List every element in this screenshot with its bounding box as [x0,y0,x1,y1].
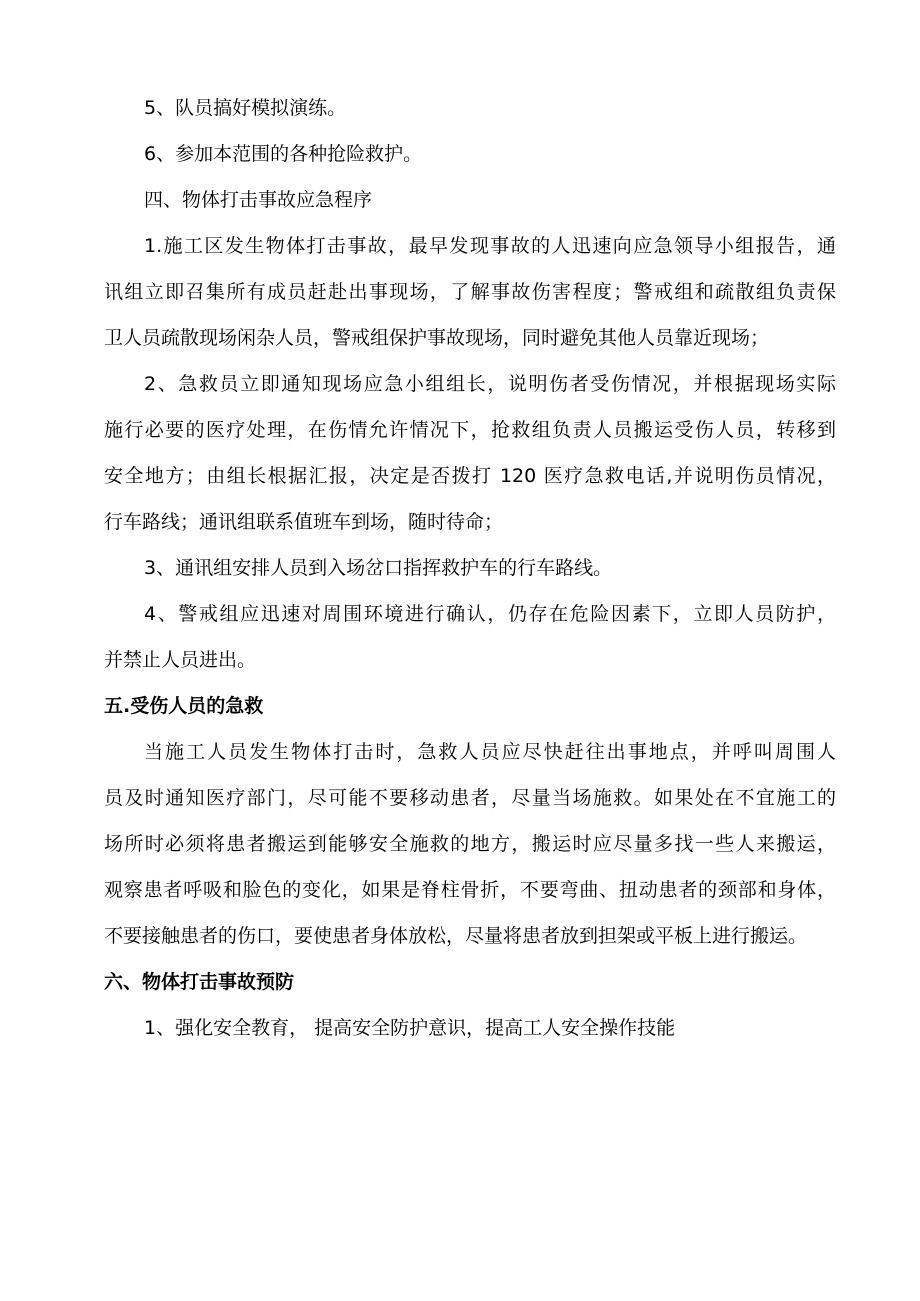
paragraph-line: 当施工人员发生物体打击时，急救人员应尽快赶往出事地点，并呼叫周围人 [144,741,836,763]
paragraph-line: 观察患者呼吸和脸色的变化，如果是脊柱骨折，不要弯曲、扭动患者的颈部和身体， [104,879,836,901]
list-item-5: 5、队员搞好模拟演练。 [144,97,347,119]
paragraph-line: 1.施工区发生物体打击事故，最早发现事故的人迅速向应急领导小组报告，通 [144,235,836,257]
paragraph-line: 安全地方；由组长根据汇报，决定是否拨打 120 医疗急救电话,并说明伤员情况， [104,465,836,487]
paragraph-line: 2、急救员立即通知现场应急小组组长，说明伤者受伤情况，并根据现场实际 [144,373,836,395]
paragraph-step-1 [104,234,836,350]
paragraph-line: 行车路线；通讯组联系值班车到场，随时待命； [104,511,504,533]
list-item-6: 6、参加本范围的各种抢险救护。 [144,143,423,165]
paragraph-line: 4、警戒组应迅速对周围环境进行确认，仍存在危险因素下，立即人员防护， [144,603,836,625]
paragraph-line: 员及时通知医疗部门，尽可能不要移动患者，尽量当场施救。如果处在不宜施工的 [104,787,836,809]
section-heading-4: 四、物体打击事故应急程序 [144,189,373,211]
paragraph-first-aid [104,740,836,948]
paragraph-step-2 [104,372,836,534]
paragraph-line: 讯组立即召集所有成员赶赴出事现场，了解事故伤害程度；警戒组和疏散组负责保 [104,281,836,303]
document-page [104,96,836,1040]
paragraph-step-3 [104,556,836,580]
paragraph-line: 场所时必须将患者搬运到能够安全施救的地方，搬运时应尽量多找一些人来搬运， [104,833,836,855]
paragraph-line: 不要接触患者的伤口，要使患者身体放松，尽量将患者放到担架或平板上进行搬运。 [104,925,808,947]
paragraph-step-4 [104,602,836,672]
paragraph-line: 施行必要的医疗处理，在伤情允许情况下，抢救组负责人员搬运受伤人员，转移到 [104,419,836,441]
paragraph-line: 并禁止人员进出。 [104,649,257,671]
section-heading-5: 五.受伤人员的急救 [104,695,264,717]
list-item-prevention-1: 1、强化安全教育， 提高安全防护意识，提高工人安全操作技能 [144,1017,676,1039]
paragraph-line: 3、通讯组安排人员到入场岔口指挥救护车的行车路线。 [144,557,613,579]
section-heading-6: 六、物体打击事故预防 [104,971,295,993]
paragraph-line: 卫人员疏散现场闲杂人员，警戒组保护事故现场，同时避免其他人员靠近现场； [104,327,770,349]
